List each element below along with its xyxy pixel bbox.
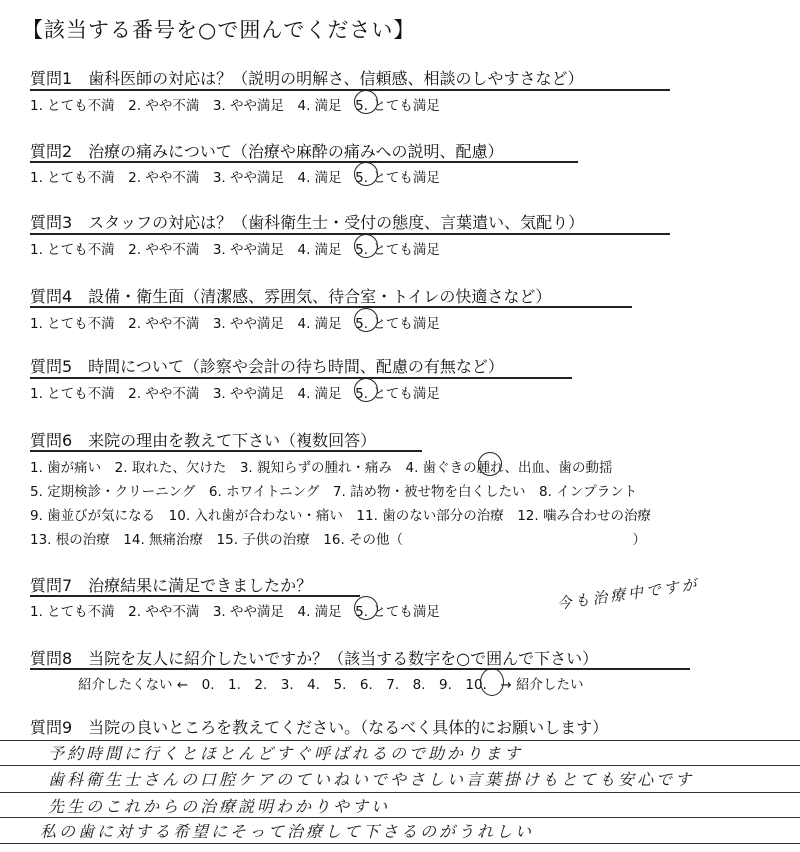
question-4-heading: 質問4 設備・衛生面（清潔感、雰囲気、待合室・トイレの快適さなど） [30,287,552,306]
question-6-options-line-1[interactable]: 1. 歯が痛い 2. 取れた、欠けた 3. 親知らずの腫れ・痛み 4. 歯ぐきの腫れ、出血、歯の動揺 [30,460,613,476]
question-6-options-line-3[interactable]: 9. 歯並びが気になる 10. 入れ歯が合わない・痛い 11. 歯のない部分の治療 12. 噛み合わせの治療 [30,508,651,524]
answer-ruled-line-bottom [0,843,800,844]
question-4-options[interactable]: 1. とても不満 2. やや不満 3. やや満足 4. 満足 5. とても満足 [30,316,440,332]
question-5-heading: 質問5 時間について（診察や会計の待ち時間、配慮の有無など） [30,357,504,376]
question-2-heading: 質問2 治療の痛みについて（治療や麻酔の痛みへの説明、配慮） [30,142,504,161]
question-4-underline [30,306,632,308]
question-6-answer-circle [478,452,502,476]
question-7-underline [30,595,360,597]
question-7-handwritten-note: 今も治療中ですが [555,575,701,613]
question-5-options[interactable]: 1. とても不満 2. やや不満 3. やや満足 4. 満足 5. とても満足 [30,386,440,402]
question-3-underline [30,233,670,235]
question-6-options-line-2[interactable]: 5. 定期検診・クリーニング 6. ホワイトニング 7. 詰め物・被せ物を白くしたい 8. インプラント [30,484,638,500]
question-2-underline [30,161,578,163]
question-7-options[interactable]: 1. とても不満 2. やや不満 3. やや満足 4. 満足 5. とても満足 [30,604,440,620]
question-3-options[interactable]: 1. とても不満 2. やや不満 3. やや満足 4. 満足 5. とても満足 [30,242,440,258]
question-6-underline [30,450,422,452]
answer-line-3: 先生のこれからの治療説明わかりやすい [48,797,391,816]
question-1-answer-circle [354,90,378,114]
question-7-answer-circle [354,596,378,620]
question-6-options-line-4[interactable]: 13. 根の治療 14. 無痛治療 15. 子供の治療 16. その他（ ） [30,532,647,548]
question-5-underline [30,377,572,379]
question-1-underline [30,89,670,91]
question-8-answer-circle [480,668,504,696]
question-8-scale[interactable]: 紹介したくない ← 0. 1. 2. 3. 4. 5. 6. 7. 8. 9. 10. → 紹介したい [78,677,584,693]
question-6-heading: 質問6 来院の理由を教えて下さい（複数回答） [30,431,377,450]
answer-line-2: 歯科衛生士さんの口腔ケアのていねいでやさしい言葉掛けもとても安心です [48,770,695,789]
question-8-heading: 質問8 当院を友人に紹介したいですか？（該当する数字を○で囲んで下さい） [30,649,599,668]
question-4-answer-circle [354,308,378,332]
answer-line-1: 予約時間に行くとほとんどすぐ呼ばれるので助かります [48,744,524,763]
question-9-heading: 質問9 当院の良いところを教えてください。（なるべく具体的にお願いします） [30,718,609,737]
question-2-options[interactable]: 1. とても不満 2. やや不満 3. やや満足 4. 満足 5. とても満足 [30,170,440,186]
question-5-answer-circle [354,378,378,402]
question-8-underline [30,668,690,670]
question-1-options[interactable]: 1. とても不満 2. やや不満 3. やや満足 4. 満足 5. とても満足 [30,98,440,114]
question-3-heading: 質問3 スタッフの対応は？（歯科衛生士・受付の態度、言葉遣い、気配り） [30,213,585,232]
question-7-heading: 質問7 治療結果に満足できましたか？ [30,576,313,595]
question-1-heading: 質問1 歯科医師の対応は？（説明の明解さ、信頼感、相談のしやすさなど） [30,69,584,88]
question-3-answer-circle [354,234,378,258]
page-title: 【該当する番号を○で囲んでください】 [22,18,416,42]
question-2-answer-circle [354,162,378,186]
answer-line-4: 私の歯に対する希望にそって治療して下さるのがうれしい [40,822,535,841]
